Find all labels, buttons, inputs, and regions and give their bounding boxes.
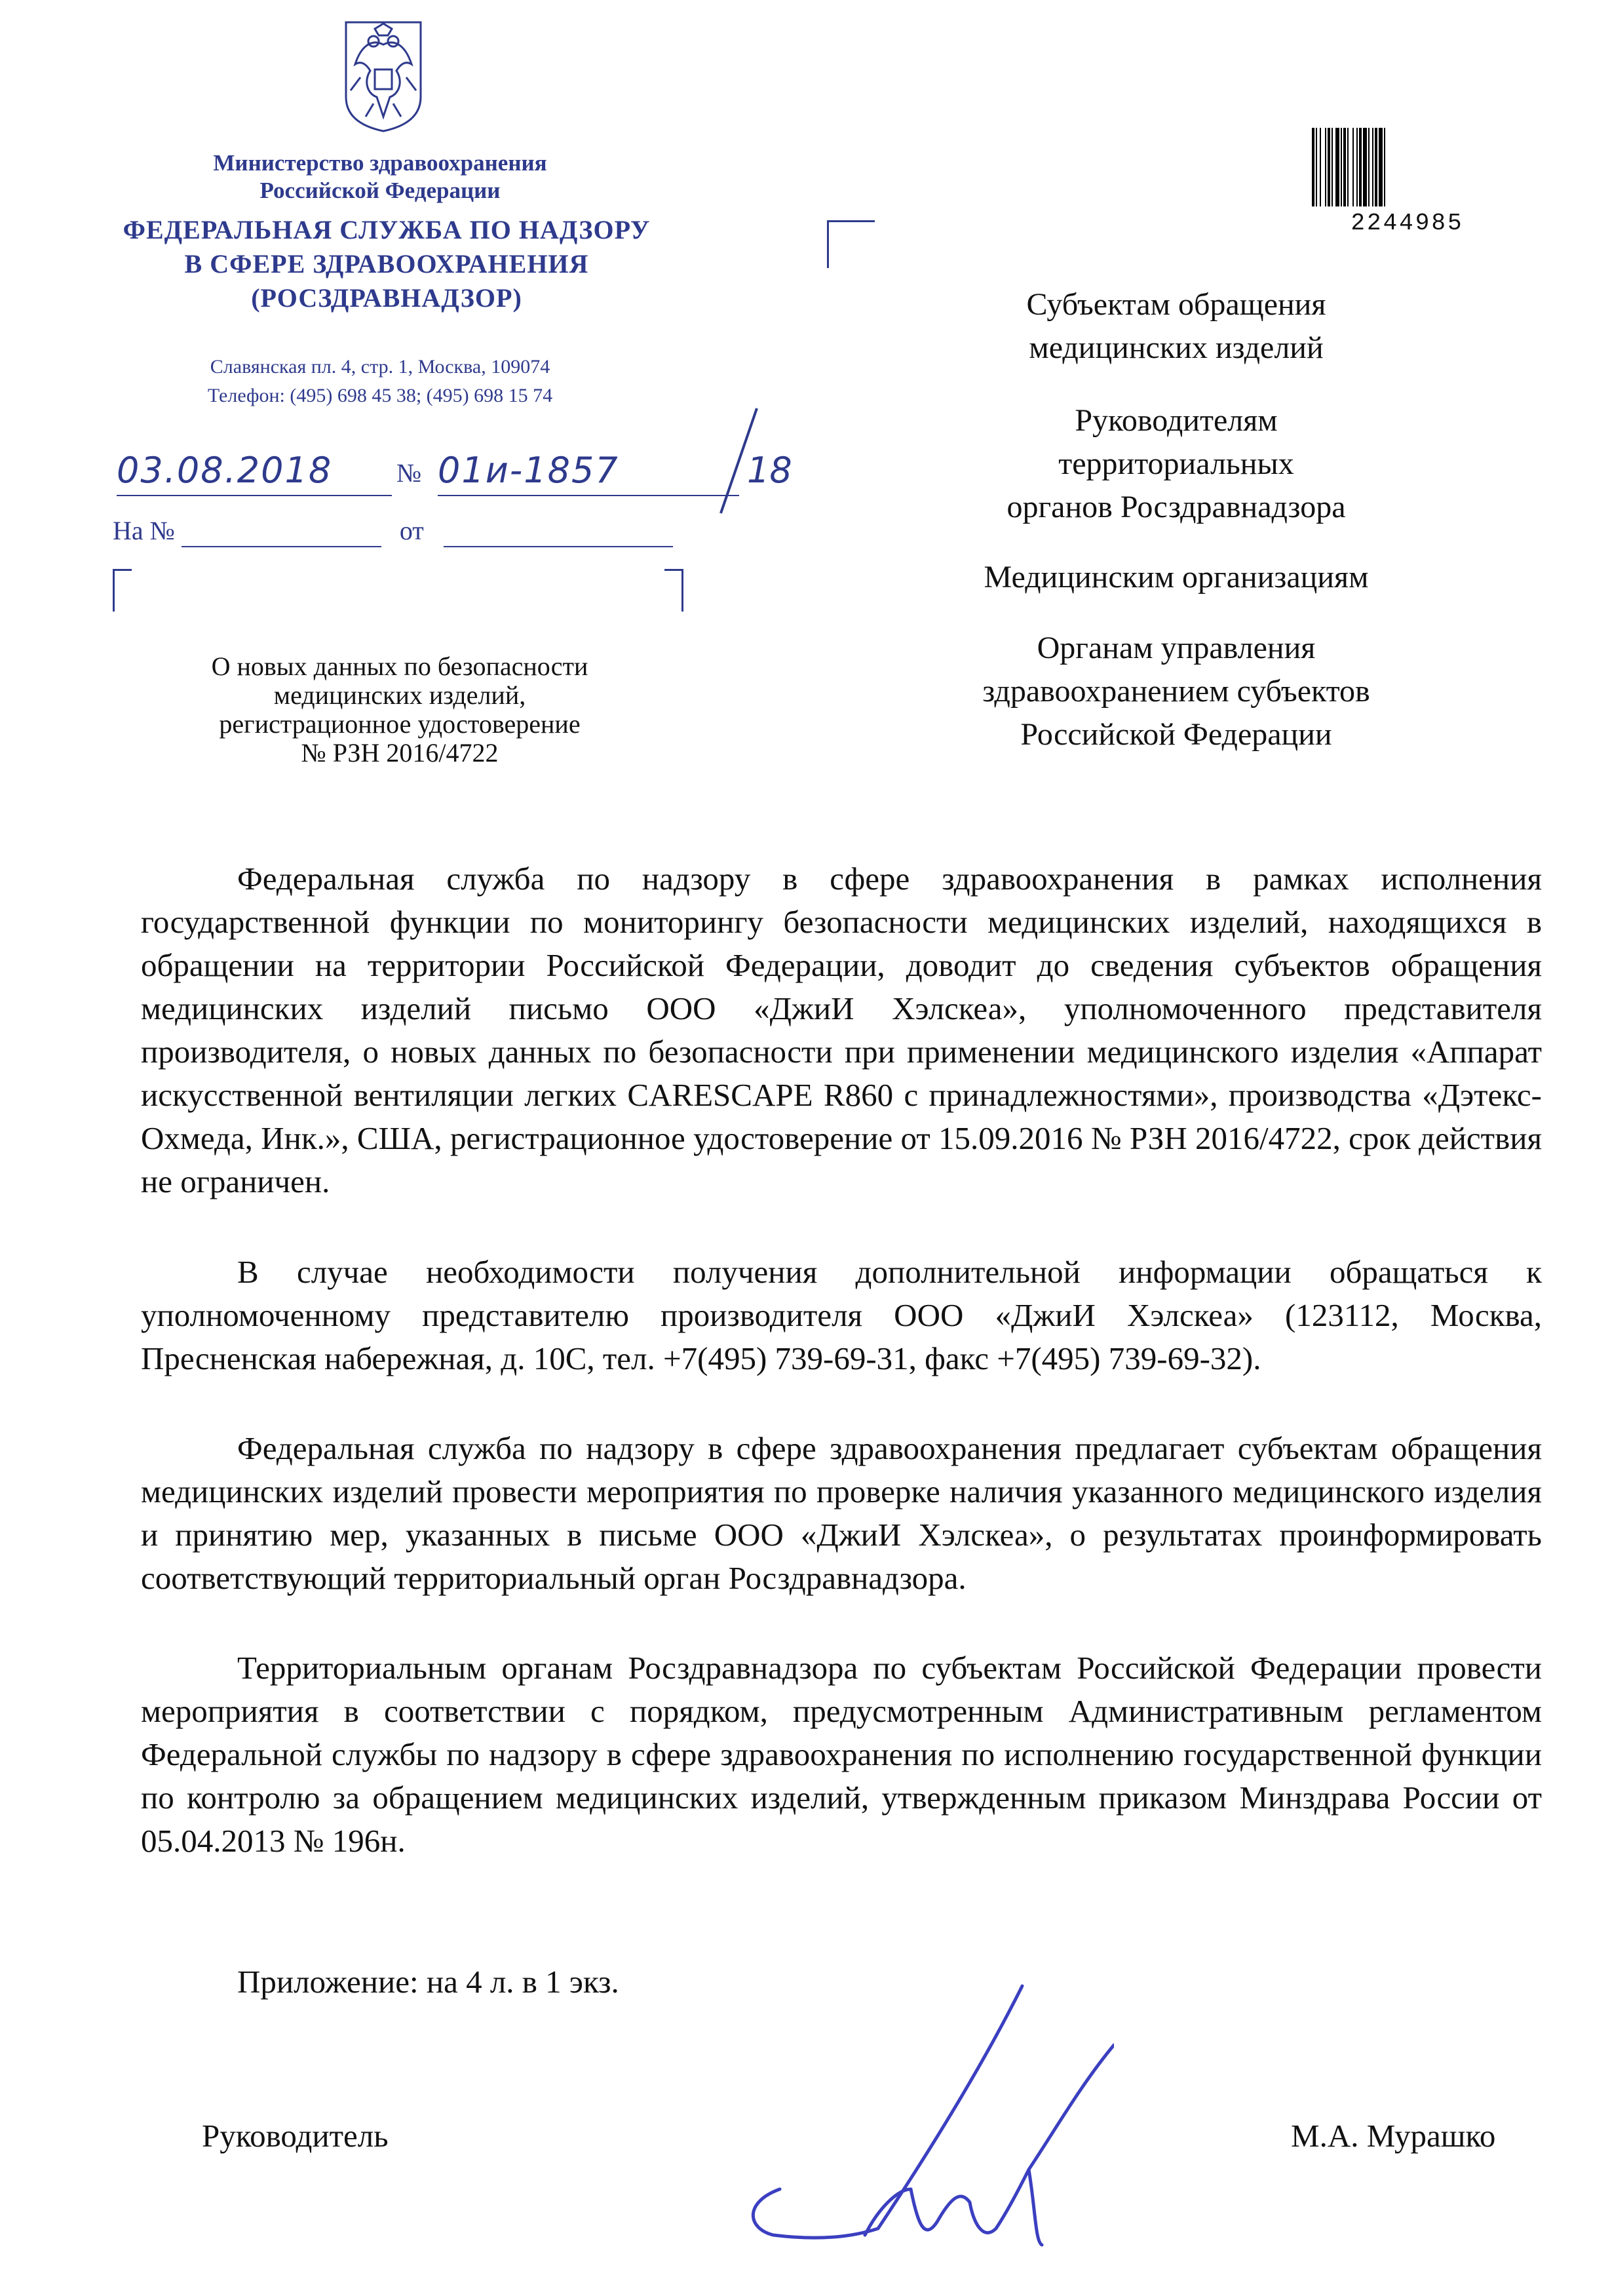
barcode-bar: [1356, 128, 1358, 206]
barcode-bar: [1368, 128, 1370, 206]
recipient-line: Медицинским организациям: [984, 560, 1369, 594]
number-underline: [438, 493, 739, 498]
reference-date-blank: [444, 515, 673, 547]
recipient-line: территориальных: [1058, 446, 1294, 481]
recipient-line: здравоохранением субъектов: [982, 674, 1370, 709]
address-line: Телефон: (495) 698 45 38; (495) 698 15 74: [207, 385, 553, 406]
body-paragraph: В случае необходимости получения дополнительной информации обращаться к уполномоченному представителю производителя ООО «ДжиИ Хэлскеа» (123112, Москва, Пресненская набережная, д. 10С, тел. +7(495) 739-69-31, факс +7(495) 739-69-32).: [141, 1254, 1542, 1376]
recipient-line: Субъектам обращения: [1026, 287, 1326, 322]
corner-mark-left: [113, 569, 132, 612]
barcode-bar: [1384, 128, 1385, 206]
reference-prefix: На №: [113, 516, 175, 545]
recipient-block: [904, 283, 1448, 370]
service-line: (РОСЗДРАВНАДЗОР): [251, 283, 522, 313]
signatory-role: Руководитель: [202, 2118, 389, 2154]
barcode-bar: [1312, 128, 1314, 206]
recipient-line: Руководителям: [1075, 403, 1278, 438]
barcode-bar: [1316, 128, 1317, 206]
barcode-bar: [1328, 128, 1330, 206]
corner-mark-recipients: [827, 220, 875, 268]
recipient-line: Органам управления: [1037, 631, 1316, 665]
barcode-number: 2244985: [1351, 210, 1464, 237]
registration-date: 03.08.2018: [117, 450, 333, 491]
subject-line: О новых данных по безопасности: [211, 652, 588, 681]
reference-line: [113, 515, 689, 547]
recipient-line: Российской Федерации: [1020, 717, 1332, 752]
coat-of-arms-emblem: [341, 18, 426, 133]
service-line: ФЕДЕРАЛЬНАЯ СЛУЖБА ПО НАДЗОРУ: [123, 215, 651, 244]
body-paragraph: Территориальным органам Росздравнадзора по субъектам Российской Федерации провести мероприятия в соответствии с порядком, предусмотренным Административным регламентом Федеральной службы по надзору в сфере здравоохранения по исполнению государственной функции по контролю за обращением медицинских изделий, утвержденным приказом Минздрава России от 05.04.2013 № 196н.: [141, 1650, 1542, 1859]
subject-line: № РЗН 2016/4722: [301, 738, 499, 768]
barcode-bar: [1359, 128, 1362, 206]
barcode-bar: [1375, 128, 1377, 206]
barcode-bar: [1372, 128, 1373, 206]
date-underline: [117, 493, 392, 498]
letter-subject: [131, 652, 668, 768]
barcode-bar: [1347, 128, 1349, 206]
recipient-block: [904, 627, 1448, 756]
body-paragraph: Федеральная служба по надзору в сфере здравоохранения в рамках исполнения государственной функции по мониторингу безопасности медицинских изделий, находящихся в обращении на территории Российской Федерации, доводит до сведения субъектов обращения медицинских изделий письмо ООО «ДжиИ Хэлскеа», уполномоченного представителя производителя, о новых данных по безопасности при применении медицинского изделия «Аппарат искусственной вентиляции легких CARESCAPE R860 с принадлежностями», производства «Дэтекс-Охмеда, Инк.», США, регистрационное удостоверение от 15.09.2016 № РЗН 2016/4722, срок действия не ограничен.: [141, 861, 1542, 1199]
barcode-bar: [1325, 128, 1326, 206]
recipient-block: [904, 556, 1448, 599]
recipient-line: органов Росздравнадзора: [1006, 490, 1346, 524]
registration-number: 01и-1857: [438, 450, 619, 491]
service-name: [98, 213, 675, 315]
address-line: Славянская пл. 4, стр. 1, Москва, 109074: [210, 356, 550, 378]
signatory-name: М.А. Мурашко: [1291, 2118, 1496, 2154]
body-paragraph: Федеральная служба по надзору в сфере здравоохранения предлагает субъектам обращения медицинских изделий провести мероприятия по проверке наличия указанного медицинского изделия и принятию мер, указанных в письме ООО «ДжиИ Хэлскеа», о результатах проинформировать соответствующий территориальный орган Росздравнадзора.: [141, 1430, 1542, 1596]
attachment-note: Приложение: на 4 л. в 1 экз.: [237, 1964, 619, 2000]
barcode-bar: [1379, 128, 1383, 206]
ministry-line: Российской Федерации: [259, 178, 501, 203]
subject-line: регистрационное удостоверение: [219, 709, 581, 739]
barcode-bar: [1335, 128, 1339, 206]
barcode-bar: [1343, 128, 1346, 206]
corner-mark-right: [664, 569, 683, 612]
barcode-bar: [1341, 128, 1342, 206]
barcode: [1309, 128, 1499, 210]
barcode-bar: [1332, 128, 1333, 206]
reference-from-label: от: [399, 516, 424, 545]
reference-number-blank: [182, 515, 381, 547]
subject-line: медицинских изделий,: [273, 680, 526, 710]
barcode-bar: [1320, 128, 1321, 206]
service-address: [111, 353, 649, 410]
recipient-block: [904, 399, 1448, 529]
ministry-line: Министерство здравоохранения: [213, 150, 547, 176]
registration-number-label: №: [396, 458, 422, 488]
handwritten-signature: [747, 1973, 1114, 2255]
registration-suffix: 18: [747, 450, 792, 491]
recipient-line: медицинских изделий: [1029, 330, 1324, 365]
service-line: В СФЕРЕ ЗДРАВООХРАНЕНИЯ: [184, 249, 589, 279]
barcode-bar: [1363, 128, 1367, 206]
ministry-name: [111, 149, 649, 204]
barcode-bar: [1352, 128, 1354, 206]
